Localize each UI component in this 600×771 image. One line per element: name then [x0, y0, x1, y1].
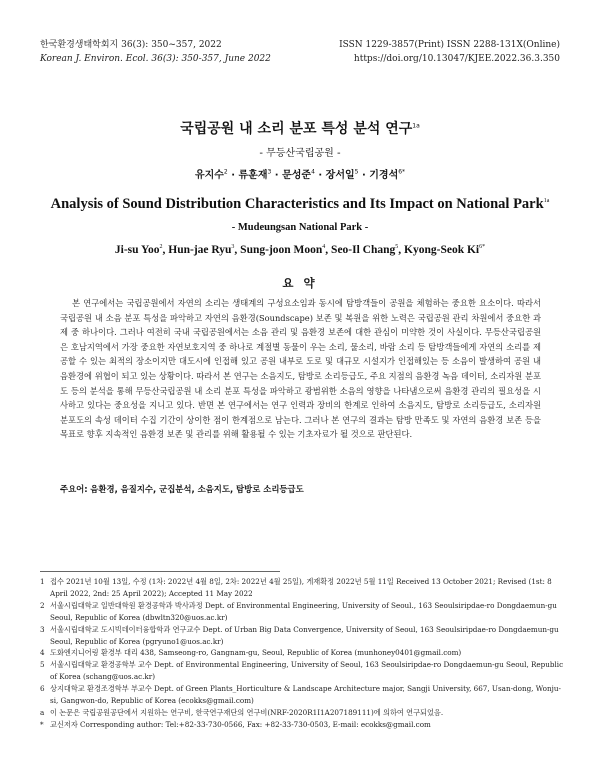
footnote-text: 접수 2021년 10월 13일, 수정 (1차: 2022년 4월 8일, 2차: 2022년 4월 25일), 게재확정 2022년 5월 11일 Received 13 October 2021; Revised (1st: 8 April 2022, 2nd: 25 April 2022); Accepted 11 May 2022: [50, 577, 552, 598]
author-en: Seo-Il Chang: [331, 244, 396, 256]
author-list-en: Ji-su Yoo$^2$, Hun-jae Ryu$^3$, Sung-joon Moon$^4$, Seo-Il Chang$^5$, Kyong-Seok $Ki^{6*}$: [114, 244, 486, 256]
footnote-item: [40, 683, 565, 707]
title-en-text: Analysis of Sound Distribution Characteristics and Its Impact on National Park: [50, 196, 544, 212]
abstract-body: 본 연구에서는 국립공원에서 자연의 소리는 생태계의 구성요소임과 동시에 탐방객들이 공원을 체험하는 중요한 요소이다. 따라서 국립공원 내 소음 분포 특성을 파악하고 자연의 음환경(Soundscape) 보존 및 복원을 위한 노력은 국립공원 관리 차원에서 중요한 과제 중 하나이다. 그러나 여전히 국내 국립공원에서는 소음 관리 및 음환경 보존에 대한 관심이 미약한 것이 사실이다. 무등산국립공원은 호남지역에서 가장 중요한 자연보호지역 중 하나로 계절별 동물이 우는 소리, 물소리, 바람 소리 등 탐방객들에게 자연의 소리를 제공할 수 있는 최적의 장소이지만 대도시에 인접해 있고 공원 내부로 도로 및 대규모 시설지가 인접해있는 등 소음이 발생하여 공원 내 음환경에 위협이 되고 있는 상황이다. 따라서 본 연구는 소음지도, 탐방로 소리등급도, 주요 지점의 음환경 녹음 데이터, 소리자원 분포도 등의 분석을 통해 무등산국립공원 내 소리 분포 특성을 파악하고 광범위한 소음의 영향을 나타냄으로써 음환경 관리의 필요성을 시사하고 있다는 중요성을 지니고 있다. 반면 본 연구에서는 연구 인력과 장비의 한계로 인하여 소음지도, 탐방로 소리등급도, 소리자원 분포도의 속성 데이터 수집 기간이 상이한 점이 한계점으로 남는다. 그러나 본 연구의 결과는 탐방 만족도 및 자연의 음환경 보존 등을 목표로 향후 지속적인 음환경 보존 및 관리를 위해 활용될 수 있는 기초자료가 될 것으로 판단된다.: [60, 298, 541, 440]
footnote-mark: a: [40, 707, 45, 717]
footnote-text: 교신저자 Corresponding author: Tel:+82-33-730-0566, Fax: +82-33-730-0503, E-mail: ecokks@gmail.com: [50, 719, 431, 729]
author-mark: 4: [322, 244, 326, 251]
footnote-mark: 2: [40, 600, 45, 610]
author-list-kr: 유지수$^2$ · 류훈재$^3$ · 문성준$^4$ · 장서일$^5$ · 기경석$^{6*}$: [194, 168, 406, 181]
abstract-heading: 요 약: [282, 276, 318, 290]
journal-name-en: Korean J. Environ. Ecol. 36(3): 350-357, June 2022: [40, 54, 271, 64]
footnote-text: 상지대학교 환경조경학부 부교수 Dept. of Green Plants_Horticulture & Landscape Architecture major, Sangji University, 667, Usan-dong, Wonju-si, Gangwon-do, Republic of Korea (ecokks@gmail.com): [50, 684, 561, 706]
footnote-text: 서울시립대학교 도시빅데이터융합학과 연구교수 Dept. of Urban Big Data Convergence, University of Seoul, 163 Seoulsiripdae-ro Dongdaemun-gu Seoul, Republic of Korea (pgryuno1@uos.ac.kr): [50, 624, 559, 646]
footnote-item: [40, 647, 565, 659]
footnote-mark: *: [40, 719, 44, 729]
paper-subtitle-kr: - 무등산국립공원 -: [259, 148, 341, 159]
author-kr: 유지수: [194, 170, 224, 181]
footnote-text: 이 논문은 국립공원공단에서 지원하는 연구비, 한국연구재단의 연구비(NRF-2020R1I1A207189111)에 의하여 연구되었음.: [50, 707, 444, 717]
footnote-mark: 6: [40, 684, 45, 694]
journal-header-right: [339, 38, 560, 66]
footnote-divider: [40, 571, 280, 572]
author-en: Hun-jae Ryu: [168, 244, 232, 256]
title-en-mark: 1a: [543, 198, 550, 205]
title-kr-text: 국립공원 내 소리 분포 특성 분석 연구: [180, 121, 413, 137]
doi-link[interactable]: https://doi.org/10.13047/KJEE.2022.36.3.350: [353, 54, 560, 64]
footnote-item: [40, 659, 565, 683]
author-mark: 2: [223, 168, 228, 176]
keywords-line: [60, 483, 541, 495]
paper-title-kr: [0, 118, 600, 138]
journal-header-left: [40, 38, 271, 66]
keywords-values: 음환경, 음질지수, 군집분석, 소음지도, 탐방로 소리등급도: [90, 484, 304, 494]
author-mark: 5: [395, 244, 399, 251]
author-mark: 5: [354, 168, 359, 176]
footnote-text: 도화엔지니어링 환경부 대리 438, Samseong-ro, Gangnam-gu, Seoul, Republic of Korea (munhoney0401@gmail.com): [50, 648, 462, 658]
footnote-item: [40, 719, 565, 731]
author-en: Sung-joon Moon: [240, 244, 323, 256]
author-kr: 장서일: [325, 170, 355, 181]
author-en: Kyong-Seok Ki: [404, 244, 480, 256]
footnote-text: 서울시립대학교 환경공학부 교수 Dept. of Environmental Engineering, University of Seoul, 163 Seoulsiripdae-ro Dongdaemun-gu Seoul, Republic of Korea (schang@uos.ac.kr): [50, 660, 564, 682]
footnote-item: [40, 707, 565, 719]
title-kr-mark: 1a: [412, 122, 420, 130]
author-kr: 기경석: [369, 170, 399, 181]
journal-name-kr: 한국환경생태학회지 36(3): 350~357, 2022: [40, 40, 222, 50]
author-en: Ji-su Yoo: [114, 244, 160, 256]
footnote-item: [40, 600, 565, 624]
paper-subtitle-en: - Mudeungsan National Park -: [231, 222, 369, 233]
footnote-list: [40, 576, 565, 731]
footnote-mark: 4: [40, 648, 45, 658]
author-kr: 류훈재: [238, 170, 268, 181]
author-mark: 3: [231, 244, 235, 251]
footnote-mark: 5: [40, 660, 45, 670]
author-mark: 6*: [479, 244, 486, 251]
footnote-item: [40, 576, 565, 600]
footnote-mark: 3: [40, 624, 45, 634]
keywords-label: 주요어:: [60, 484, 88, 494]
paper-title-en: [0, 196, 600, 213]
footnote-item: [40, 624, 565, 648]
author-mark: 2: [159, 244, 163, 251]
footnote-mark: 1: [40, 577, 45, 586]
author-mark: 6*: [398, 168, 406, 176]
author-mark: 4: [311, 168, 315, 176]
author-kr: 문성준: [282, 170, 312, 181]
author-mark: 3: [267, 168, 272, 176]
footnote-text: 서울시립대학교 일반대학원 환경공학과 박사과정 Dept. of Environmental Engineering, University of Seoul., 163 Seoulsiripdae-ro Dongdaemun-gu Seoul, Republic of Korea (dbwltn320@uos.ac.kr): [50, 600, 557, 622]
issn-line: ISSN 1229-3857(Print) ISSN 2288-131X(Online): [339, 40, 560, 50]
